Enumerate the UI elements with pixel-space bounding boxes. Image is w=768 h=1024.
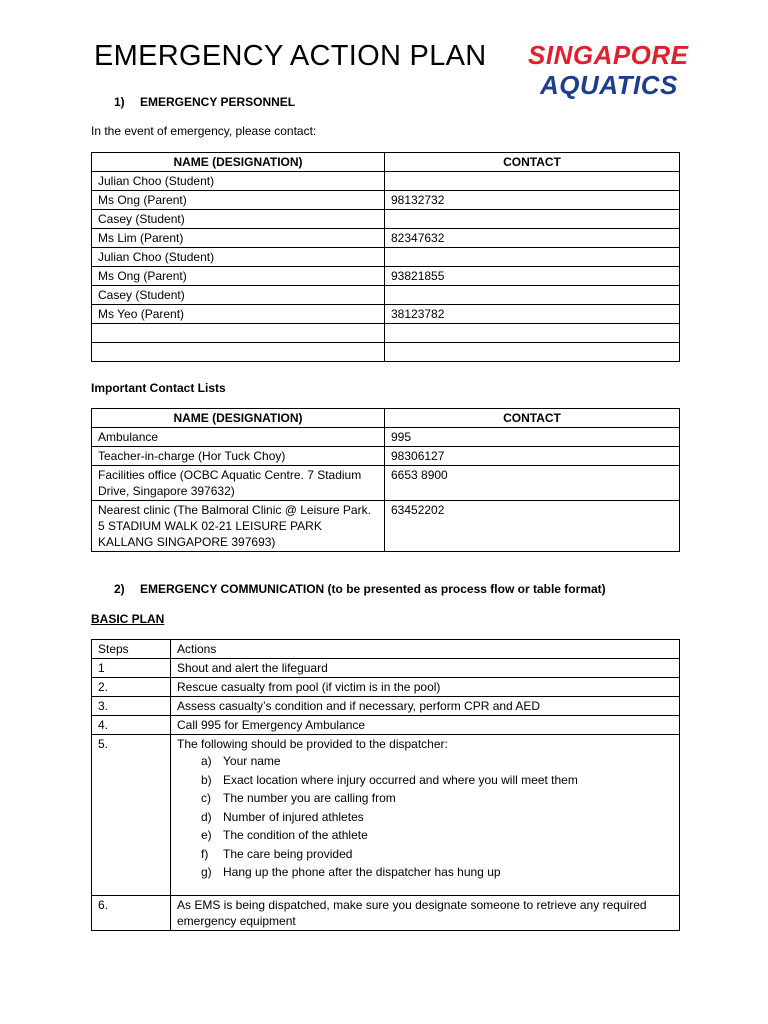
list-item-text: The number you are calling from xyxy=(223,791,396,805)
name-cell: Ms Ong (Parent) xyxy=(92,191,385,210)
column-header-contact: CONTACT xyxy=(385,409,680,428)
name-cell: Julian Choo (Student) xyxy=(92,248,385,267)
name-cell: Teacher-in-charge (Hor Tuck Choy) xyxy=(92,447,385,466)
table-row xyxy=(92,697,680,716)
contact-cell: 82347632 xyxy=(385,229,680,248)
table-row xyxy=(92,501,680,552)
table-header-row xyxy=(92,640,680,659)
contact-cell: 38123782 xyxy=(385,305,680,324)
list-item xyxy=(201,808,673,827)
step-cell: 4. xyxy=(92,716,171,735)
table-row xyxy=(92,716,680,735)
action-text: Assess casualty’s condition and if necessary, perform CPR and AED xyxy=(177,699,541,713)
name-cell: Nearest clinic (The Balmoral Clinic @ Leisure Park. 5 STADIUM WALK 02-21 LEISURE PARK KALLANG SINGAPORE 397693) xyxy=(92,501,385,552)
section-2-title: EMERGENCY COMMUNICATION (to be presented as process flow or table format) xyxy=(140,582,606,596)
intro-text: In the event of emergency, please contact: xyxy=(91,124,317,138)
table-row xyxy=(92,343,680,362)
contact-cell xyxy=(385,324,680,343)
table-row xyxy=(92,305,680,324)
action-text: Call 995 for Emergency Ambulance xyxy=(177,718,366,732)
list-marker: d) xyxy=(201,809,212,824)
contact-cell: 98306127 xyxy=(385,447,680,466)
dispatcher-info-list xyxy=(201,752,673,882)
contact-cell xyxy=(385,248,680,267)
name-cell: Julian Choo (Student) xyxy=(92,172,385,191)
action-cell xyxy=(171,697,680,716)
section-2-number: 2) xyxy=(114,582,125,596)
table-row xyxy=(92,229,680,248)
column-header-contact: CONTACT xyxy=(385,153,680,172)
table-row xyxy=(92,447,680,466)
table-row xyxy=(92,267,680,286)
table-row xyxy=(92,428,680,447)
personnel-table xyxy=(91,152,680,362)
section-1-number: 1) xyxy=(114,95,125,109)
action-text: As EMS is being dispatched, make sure you designate someone to retrieve any required emergency equipment xyxy=(177,897,647,928)
list-marker: a) xyxy=(201,754,212,768)
list-marker: b) xyxy=(201,772,212,787)
name-cell: Ms Lim (Parent) xyxy=(92,229,385,248)
name-cell xyxy=(92,324,385,343)
action-text: Rescue casualty from pool (if victim is in the pool) xyxy=(177,680,441,694)
contact-cell xyxy=(385,172,680,191)
column-header-name: NAME (DESIGNATION) xyxy=(92,409,385,428)
step-cell: 2. xyxy=(92,678,171,697)
table-row xyxy=(92,895,680,930)
column-header-name: NAME (DESIGNATION) xyxy=(92,153,385,172)
basic-plan-heading: BASIC PLAN xyxy=(91,612,165,626)
name-cell: Ms Yeo (Parent) xyxy=(92,305,385,324)
table-row xyxy=(92,735,680,896)
list-marker: f) xyxy=(201,846,209,861)
contact-cell: 98132732 xyxy=(385,191,680,210)
step-cell: 1 xyxy=(92,659,171,678)
contact-cell xyxy=(385,210,680,229)
list-item xyxy=(201,771,673,790)
list-item xyxy=(201,826,673,845)
table-row xyxy=(92,210,680,229)
list-item xyxy=(201,845,673,864)
list-marker: g) xyxy=(201,865,212,879)
section-2-heading xyxy=(114,582,606,596)
list-item-text: Exact location where injury occurred and where you will meet them xyxy=(223,772,578,787)
action-cell xyxy=(171,895,680,930)
list-item-text: Number of injured athletes xyxy=(223,809,364,824)
action-text: Shout and alert the lifeguard xyxy=(177,661,328,675)
list-item-text: The condition of the athlete xyxy=(223,828,368,842)
table-header-row xyxy=(92,409,680,428)
page-title: EMERGENCY ACTION PLAN xyxy=(94,40,487,72)
step-cell: 6. xyxy=(92,895,171,930)
singapore-aquatics-logo xyxy=(520,40,695,108)
list-marker: e) xyxy=(201,828,212,842)
action-text: The following should be provided to the dispatcher: xyxy=(177,737,448,751)
list-item-text: The care being provided xyxy=(223,846,353,861)
table-row xyxy=(92,191,680,210)
contact-cell: 63452202 xyxy=(385,501,680,552)
action-cell xyxy=(171,735,680,896)
table-row xyxy=(92,172,680,191)
table-row xyxy=(92,286,680,305)
list-marker: c) xyxy=(201,791,211,805)
name-cell xyxy=(92,343,385,362)
step-cell: 5. xyxy=(92,735,171,896)
column-header-actions: Actions xyxy=(171,640,680,659)
column-header-steps: Steps xyxy=(92,640,171,659)
table-row xyxy=(92,248,680,267)
contact-cell: 93821855 xyxy=(385,267,680,286)
action-cell xyxy=(171,659,680,678)
contact-cell xyxy=(385,343,680,362)
action-cell xyxy=(171,716,680,735)
action-cell xyxy=(171,678,680,697)
table-row xyxy=(92,659,680,678)
table-row xyxy=(92,466,680,501)
logo-line-1: SINGAPORE xyxy=(528,40,689,70)
contacts-heading: Important Contact Lists xyxy=(91,381,226,395)
list-item xyxy=(201,752,673,771)
list-item xyxy=(201,863,673,882)
name-cell: Ambulance xyxy=(92,428,385,447)
list-item-text: Hang up the phone after the dispatcher has hung up xyxy=(223,865,501,879)
contacts-table xyxy=(91,408,680,552)
logo-line-2: AQUATICS xyxy=(540,70,678,100)
list-item xyxy=(201,789,673,808)
contact-cell: 6653 8900 xyxy=(385,466,680,501)
section-1-title: EMERGENCY PERSONNEL xyxy=(140,95,296,109)
list-item-text: Your name xyxy=(223,754,281,768)
step-cell: 3. xyxy=(92,697,171,716)
contact-cell: 995 xyxy=(385,428,680,447)
table-header-row xyxy=(92,153,680,172)
basic-plan-table xyxy=(91,639,680,931)
name-cell: Casey (Student) xyxy=(92,286,385,305)
table-row xyxy=(92,324,680,343)
table-row xyxy=(92,678,680,697)
name-cell: Casey (Student) xyxy=(92,210,385,229)
name-cell: Facilities office (OCBC Aquatic Centre. 7 Stadium Drive, Singapore 397632) xyxy=(92,466,385,501)
section-1-heading xyxy=(114,95,295,109)
contact-cell xyxy=(385,286,680,305)
name-cell: Ms Ong (Parent) xyxy=(92,267,385,286)
